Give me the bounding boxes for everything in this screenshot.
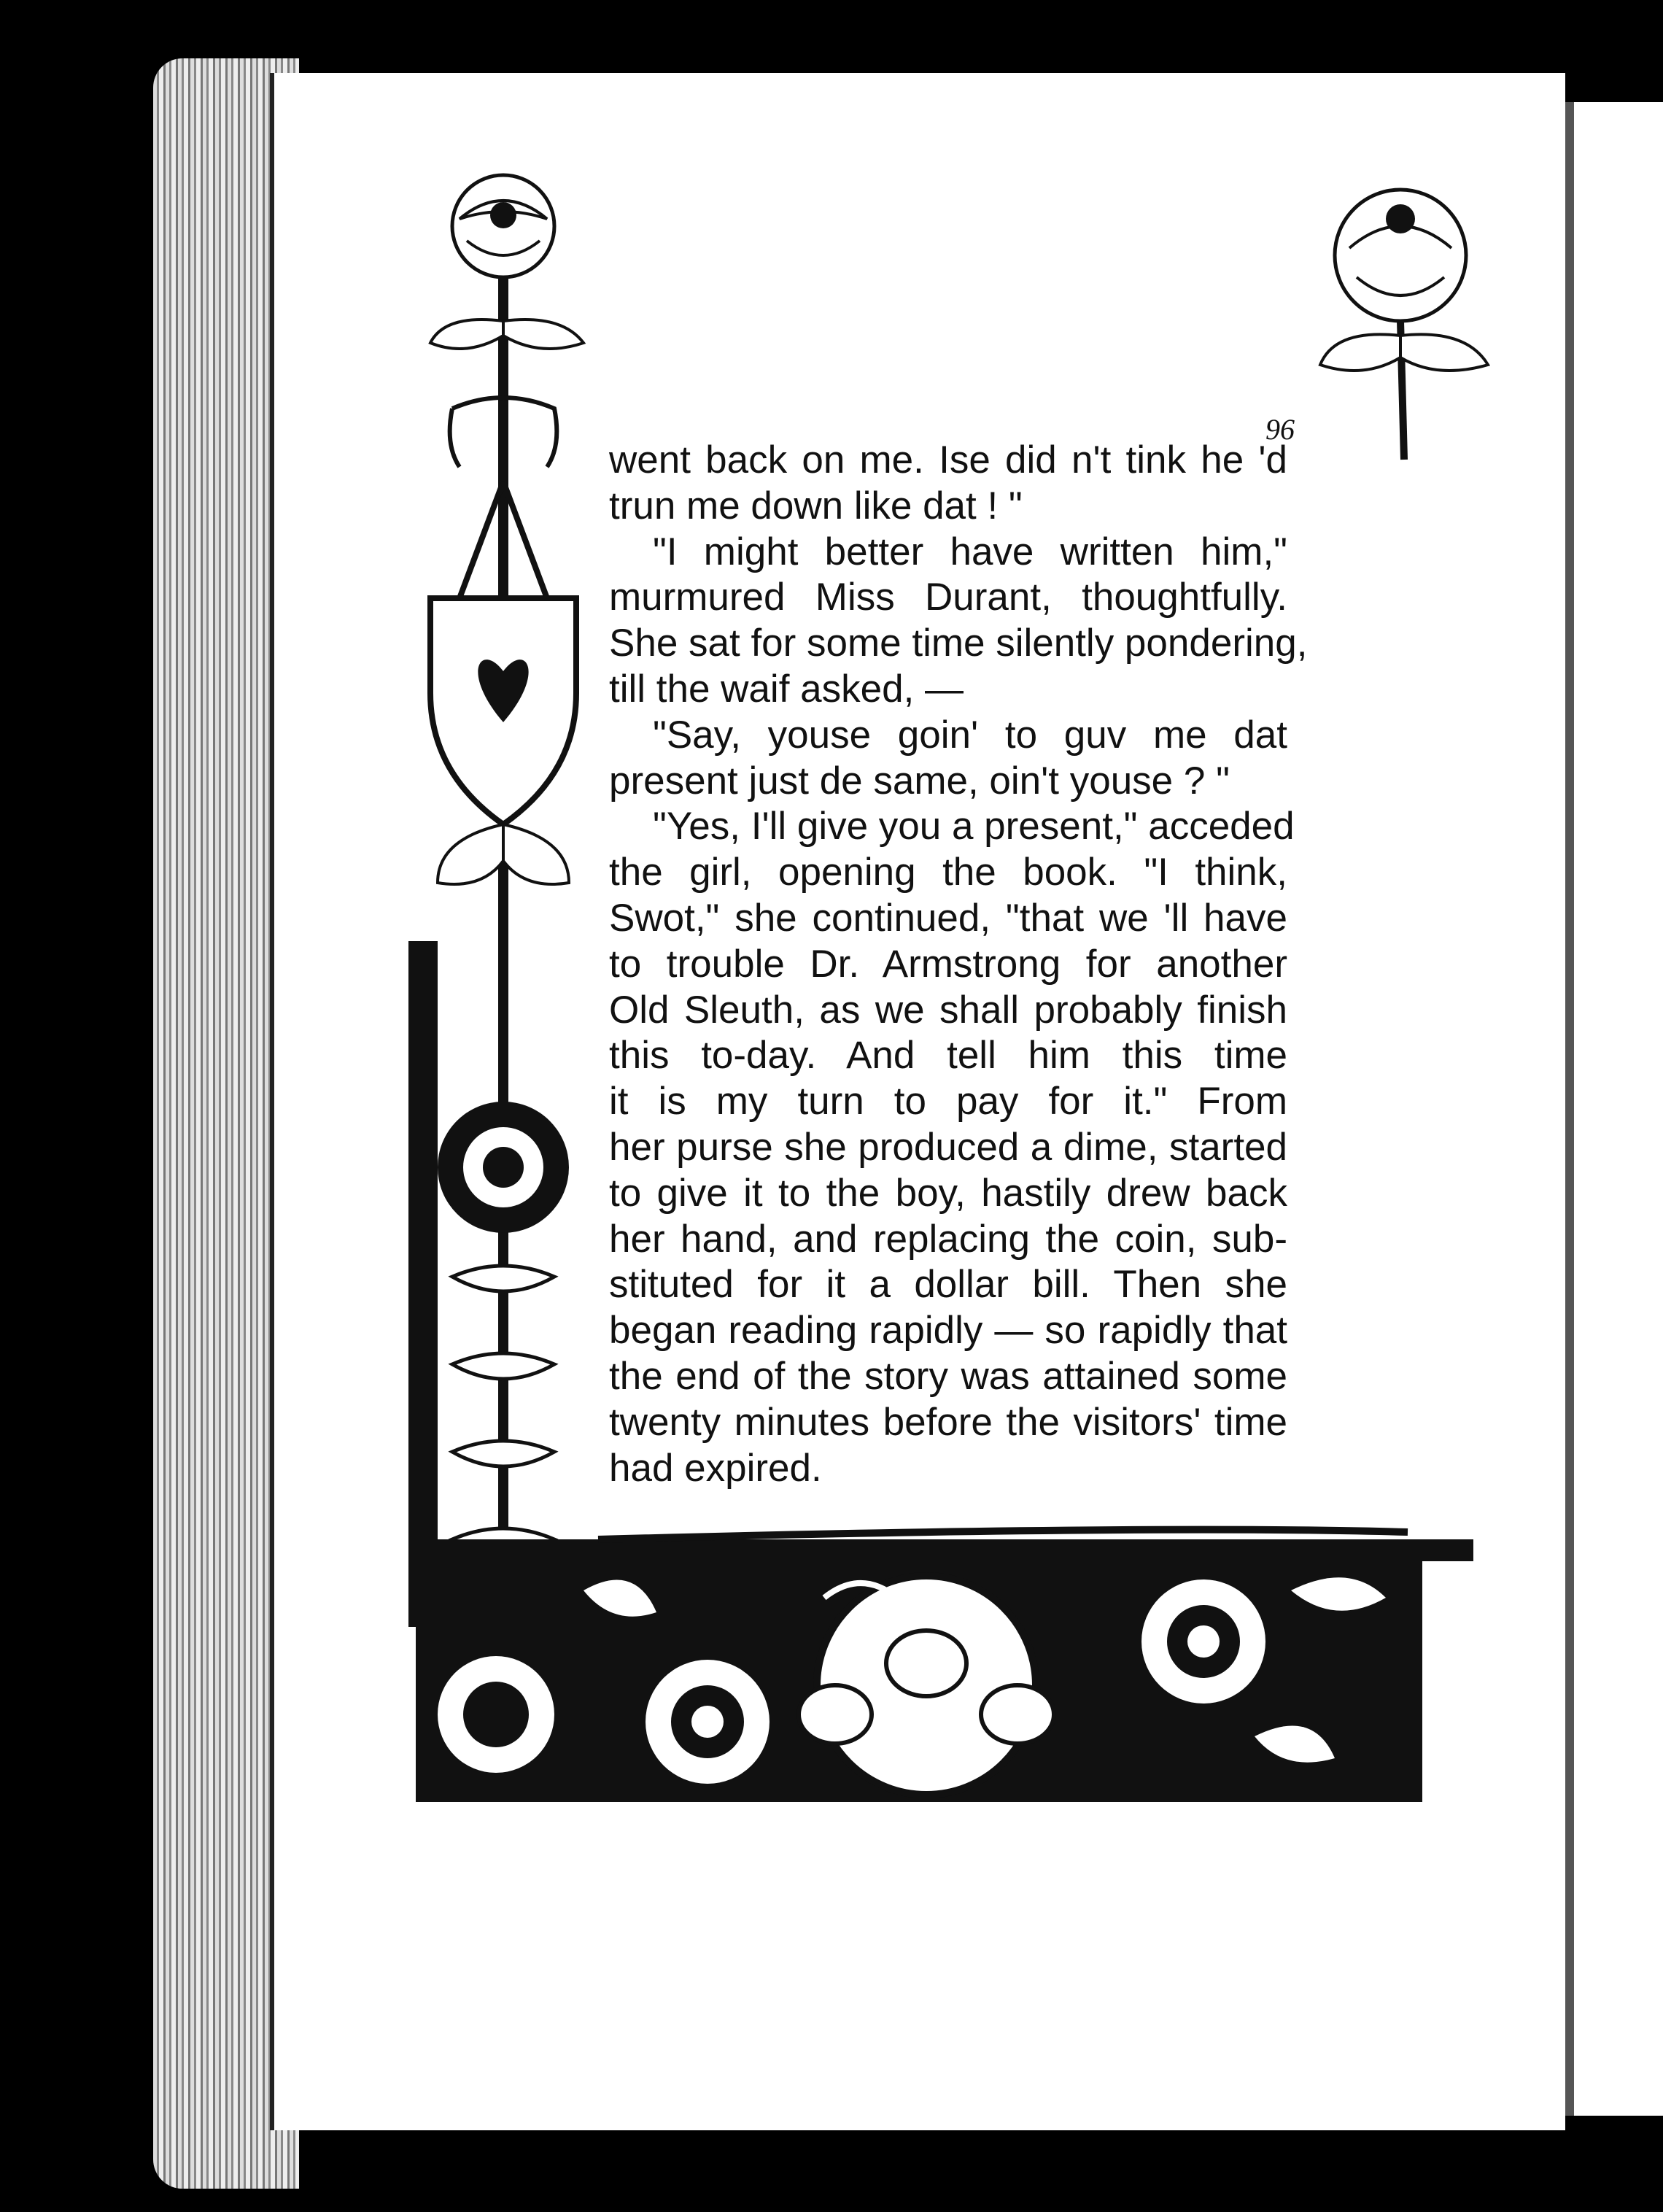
text-line: Swot," she continued, "that we 'll have xyxy=(609,896,1287,940)
text-line: to give it to the boy, hastily drew back xyxy=(609,1171,1287,1215)
text-line: stituted for it a dollar bill. Then she xyxy=(609,1263,1287,1307)
text-line: till the waif asked, — xyxy=(609,667,964,711)
text-line: this to-day. And tell him this time xyxy=(609,1034,1287,1078)
text-line: began reading rapidly — so rapidly that xyxy=(609,1309,1287,1353)
text-line: her purse she produced a dime, started xyxy=(609,1125,1287,1169)
text-line: had expired. xyxy=(609,1446,822,1490)
text-line: "I might better have written him," xyxy=(653,530,1287,573)
page-number: 96 xyxy=(1265,413,1295,446)
text-line: trun me down like dat ! " xyxy=(609,484,1023,527)
left-floral-border-ornament xyxy=(408,168,613,1627)
right-rose-ornament xyxy=(1306,175,1495,467)
text-line: the end of the story was attained some xyxy=(609,1354,1287,1398)
text-line: murmured Miss Durant, thoughtfully. xyxy=(609,576,1287,619)
text-line: present just de same, oin't youse ? " xyxy=(609,759,1230,803)
text-line: "Yes, I'll give you a present," acceded xyxy=(653,805,1295,848)
text-line: it is my turn to pay for it." From xyxy=(609,1080,1287,1124)
middle-rose-icon xyxy=(438,1102,569,1233)
text-line: her hand, and replacing the coin, sub- xyxy=(609,1217,1287,1261)
text-line: went back on me. Ise did n't tink he 'd xyxy=(609,438,1287,482)
text-line: to trouble Dr. Armstrong for another xyxy=(609,942,1287,986)
text-line: She sat for some time silently pondering, xyxy=(609,622,1308,665)
facing-page xyxy=(1561,102,1663,2116)
bottom-floral-border-ornament xyxy=(416,1517,1488,1809)
text-line: Old Sleuth, as we shall probably finish xyxy=(609,988,1287,1032)
text-line: the girl, opening the book. "I think, xyxy=(609,851,1287,894)
text-line: "Say, youse goin' to guv me dat xyxy=(653,713,1287,757)
top-rose-icon xyxy=(452,175,554,277)
text-line: twenty minutes before the visitors' time xyxy=(609,1400,1287,1444)
body-text xyxy=(609,438,1308,1491)
